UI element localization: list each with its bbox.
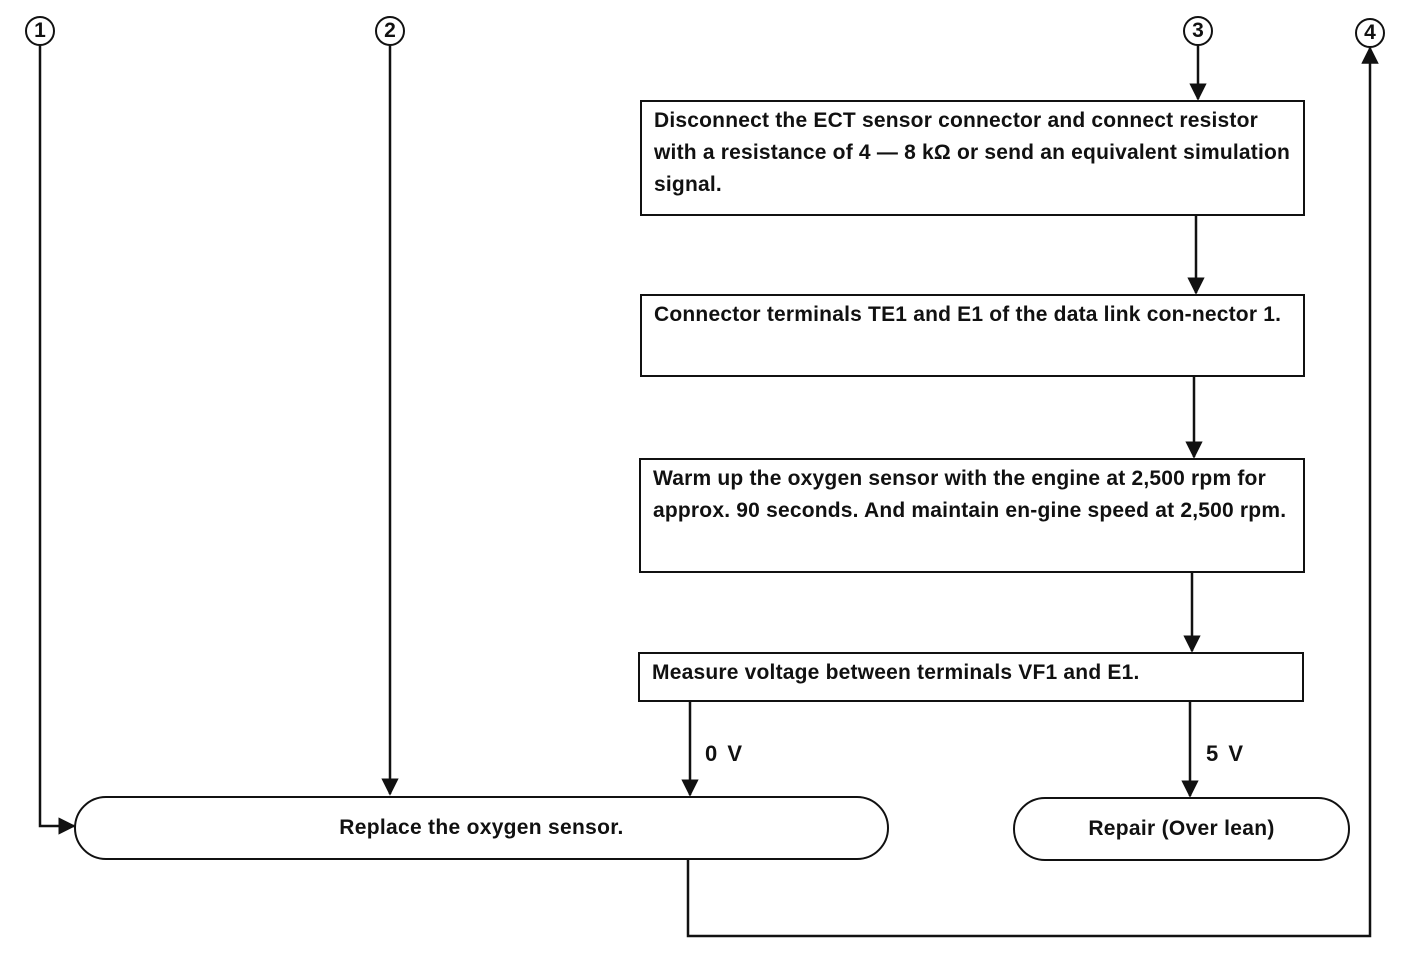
step-disconnect-ect-sensor: Disconnect the ECT sensor connector and connect resistor with a resistance of 4 — 8 kΩ or send an equivalent simulation signal.	[640, 100, 1305, 216]
reference-marker-2: 2	[375, 16, 405, 46]
branch-label-0v: 0 V	[705, 741, 745, 766]
step-measure-voltage: Measure voltage between terminals VF1 and E1.	[638, 652, 1304, 702]
branch-label-5v: 5 V	[1206, 741, 1246, 766]
step-warm-up-oxygen-sensor: Warm up the oxygen sensor with the engine at 2,500 rpm for approx. 90 seconds. And maintain en-gine speed at 2,500 rpm.	[639, 458, 1305, 573]
reference-marker-3: 3	[1183, 16, 1213, 46]
step-connect-terminals: Connector terminals TE1 and E1 of the data link con-nector 1.	[640, 294, 1305, 377]
reference-marker-1: 1	[25, 16, 55, 46]
reference-marker-4: 4	[1355, 18, 1385, 48]
result-repair-over-lean: Repair (Over lean)	[1013, 797, 1350, 861]
result-replace-oxygen-sensor: Replace the oxygen sensor.	[74, 796, 889, 860]
connector-m1-to-replace	[40, 44, 74, 826]
